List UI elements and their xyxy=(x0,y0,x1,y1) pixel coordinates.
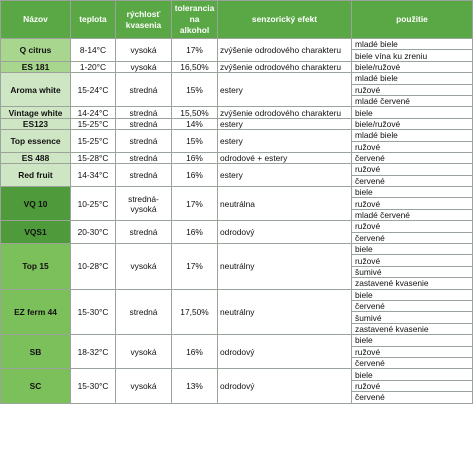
fermentation-speed-cell: vysoká xyxy=(116,61,172,72)
usage-cell: ružové xyxy=(352,221,473,232)
yeast-name-cell: VQ 10 xyxy=(1,187,71,221)
sensory-effect-cell: neutrálny xyxy=(218,244,352,290)
alcohol-tolerance-cell: 14% xyxy=(172,118,218,129)
sensory-effect-cell: odrodový xyxy=(218,335,352,369)
alcohol-tolerance-cell: 15% xyxy=(172,73,218,107)
usage-cell: biele xyxy=(352,335,473,346)
header-speed: rýchlosť kvasenia xyxy=(116,1,172,39)
yeast-name-cell: ES 488 xyxy=(1,152,71,163)
usage-cell: biele/ružové xyxy=(352,118,473,129)
table-row xyxy=(1,61,473,72)
table-row xyxy=(1,335,473,346)
sensory-effect-cell: estery xyxy=(218,130,352,153)
temperature-cell: 14-34°C xyxy=(71,164,116,187)
yeast-name-cell: Red fruit xyxy=(1,164,71,187)
usage-cell: biele xyxy=(352,107,473,118)
alcohol-tolerance-cell: 17% xyxy=(172,244,218,290)
alcohol-tolerance-cell: 16,50% xyxy=(172,61,218,72)
fermentation-speed-cell: vysoká xyxy=(116,335,172,369)
yeast-name-cell: Top 15 xyxy=(1,244,71,290)
table-row xyxy=(1,73,473,84)
yeast-name-cell: ES123 xyxy=(1,118,71,129)
yeast-name-cell: Q citrus xyxy=(1,39,71,62)
usage-cell: mladé červené xyxy=(352,95,473,106)
table-row xyxy=(1,289,473,300)
fermentation-speed-cell: stredná xyxy=(116,130,172,153)
alcohol-tolerance-cell: 17% xyxy=(172,39,218,62)
usage-cell: zastavené kvasenie xyxy=(352,323,473,334)
alcohol-tolerance-cell: 16% xyxy=(172,164,218,187)
yeast-name-cell: EZ ferm 44 xyxy=(1,289,71,335)
sensory-effect-cell: odrodový xyxy=(218,369,352,403)
yeast-name-cell: ES 181 xyxy=(1,61,71,72)
usage-cell: biele vína ku zreniu xyxy=(352,50,473,61)
fermentation-speed-cell: stredná xyxy=(116,118,172,129)
temperature-cell: 1-20°C xyxy=(71,61,116,72)
temperature-cell: 15-30°C xyxy=(71,369,116,403)
yeast-name-cell: SC xyxy=(1,369,71,403)
usage-cell: biele xyxy=(352,369,473,380)
sensory-effect-cell: estery xyxy=(218,118,352,129)
alcohol-tolerance-cell: 15,50% xyxy=(172,107,218,118)
temperature-cell: 18-32°C xyxy=(71,335,116,369)
fermentation-speed-cell: stredná xyxy=(116,221,172,244)
header-temp: teplota xyxy=(71,1,116,39)
fermentation-speed-cell: stredná-vysoká xyxy=(116,187,172,221)
fermentation-speed-cell: stredná xyxy=(116,107,172,118)
table-row xyxy=(1,152,473,163)
sensory-effect-cell: zvýšenie odrodového charakteru xyxy=(218,39,352,62)
usage-cell: mladé biele xyxy=(352,73,473,84)
usage-cell: zastavené kvasenie xyxy=(352,278,473,289)
temperature-cell: 10-25°C xyxy=(71,187,116,221)
alcohol-tolerance-cell: 15% xyxy=(172,130,218,153)
header-tolerance: tolerancia na alkohol xyxy=(172,1,218,39)
yeast-name-cell: SB xyxy=(1,335,71,369)
temperature-cell: 15-25°C xyxy=(71,118,116,129)
usage-cell: červené xyxy=(352,175,473,186)
yeast-name-cell: Top essence xyxy=(1,130,71,153)
usage-cell: červené xyxy=(352,300,473,311)
usage-cell: červené xyxy=(352,357,473,368)
sensory-effect-cell: neutrálny xyxy=(218,289,352,335)
temperature-cell: 14-24°C xyxy=(71,107,116,118)
usage-cell: ružové xyxy=(352,84,473,95)
table-row xyxy=(1,221,473,232)
fermentation-speed-cell: vysoká xyxy=(116,244,172,290)
yeast-name-cell: Vintage white xyxy=(1,107,71,118)
usage-cell: mladé červené xyxy=(352,209,473,220)
usage-cell: šumivé xyxy=(352,266,473,277)
temperature-cell: 8-14°C xyxy=(71,39,116,62)
fermentation-speed-cell: vysoká xyxy=(116,369,172,403)
usage-cell: biele/ružové xyxy=(352,61,473,72)
table-row xyxy=(1,39,473,50)
table-row xyxy=(1,118,473,129)
header-name: Názov xyxy=(1,1,71,39)
temperature-cell: 10-28°C xyxy=(71,244,116,290)
usage-cell: ružové xyxy=(352,164,473,175)
usage-cell: ružové xyxy=(352,141,473,152)
table-row xyxy=(1,187,473,198)
alcohol-tolerance-cell: 17,50% xyxy=(172,289,218,335)
sensory-effect-cell: odrodový xyxy=(218,221,352,244)
usage-cell: červené xyxy=(352,392,473,403)
usage-cell: mladé biele xyxy=(352,130,473,141)
sensory-effect-cell: odrodové + estery xyxy=(218,152,352,163)
header-sensory: senzorický efekt xyxy=(218,1,352,39)
yeast-name-cell: Aroma white xyxy=(1,73,71,107)
usage-cell: ružové xyxy=(352,255,473,266)
usage-cell: červené xyxy=(352,232,473,243)
sensory-effect-cell: zvýšenie odrodového charakteru xyxy=(218,107,352,118)
temperature-cell: 15-24°C xyxy=(71,73,116,107)
usage-cell: mladé biele xyxy=(352,39,473,50)
temperature-cell: 15-25°C xyxy=(71,130,116,153)
yeast-name-cell: VQS1 xyxy=(1,221,71,244)
fermentation-speed-cell: stredná xyxy=(116,152,172,163)
alcohol-tolerance-cell: 17% xyxy=(172,187,218,221)
sensory-effect-cell: neutrálna xyxy=(218,187,352,221)
table-row xyxy=(1,107,473,118)
fermentation-speed-cell: stredná xyxy=(116,289,172,335)
usage-cell: biele xyxy=(352,244,473,255)
temperature-cell: 15-30°C xyxy=(71,289,116,335)
fermentation-speed-cell: vysoká xyxy=(116,39,172,62)
usage-cell: ružové xyxy=(352,198,473,209)
table-row xyxy=(1,164,473,175)
header-usage: použitie xyxy=(352,1,473,39)
temperature-cell: 15-28°C xyxy=(71,152,116,163)
fermentation-speed-cell: stredná xyxy=(116,73,172,107)
usage-cell: biele xyxy=(352,289,473,300)
alcohol-tolerance-cell: 16% xyxy=(172,152,218,163)
alcohol-tolerance-cell: 16% xyxy=(172,221,218,244)
table-row xyxy=(1,369,473,380)
table-row xyxy=(1,244,473,255)
sensory-effect-cell: zvýšenie odrodového charakteru xyxy=(218,61,352,72)
usage-cell: ružové xyxy=(352,346,473,357)
temperature-cell: 20-30°C xyxy=(71,221,116,244)
header-row xyxy=(1,1,473,39)
usage-cell: šumivé xyxy=(352,312,473,323)
usage-cell: ružové xyxy=(352,380,473,391)
usage-cell: červené xyxy=(352,152,473,163)
alcohol-tolerance-cell: 16% xyxy=(172,335,218,369)
table-row xyxy=(1,130,473,141)
usage-cell: biele xyxy=(352,187,473,198)
sensory-effect-cell: estery xyxy=(218,164,352,187)
sensory-effect-cell: estery xyxy=(218,73,352,107)
alcohol-tolerance-cell: 13% xyxy=(172,369,218,403)
fermentation-speed-cell: stredná xyxy=(116,164,172,187)
